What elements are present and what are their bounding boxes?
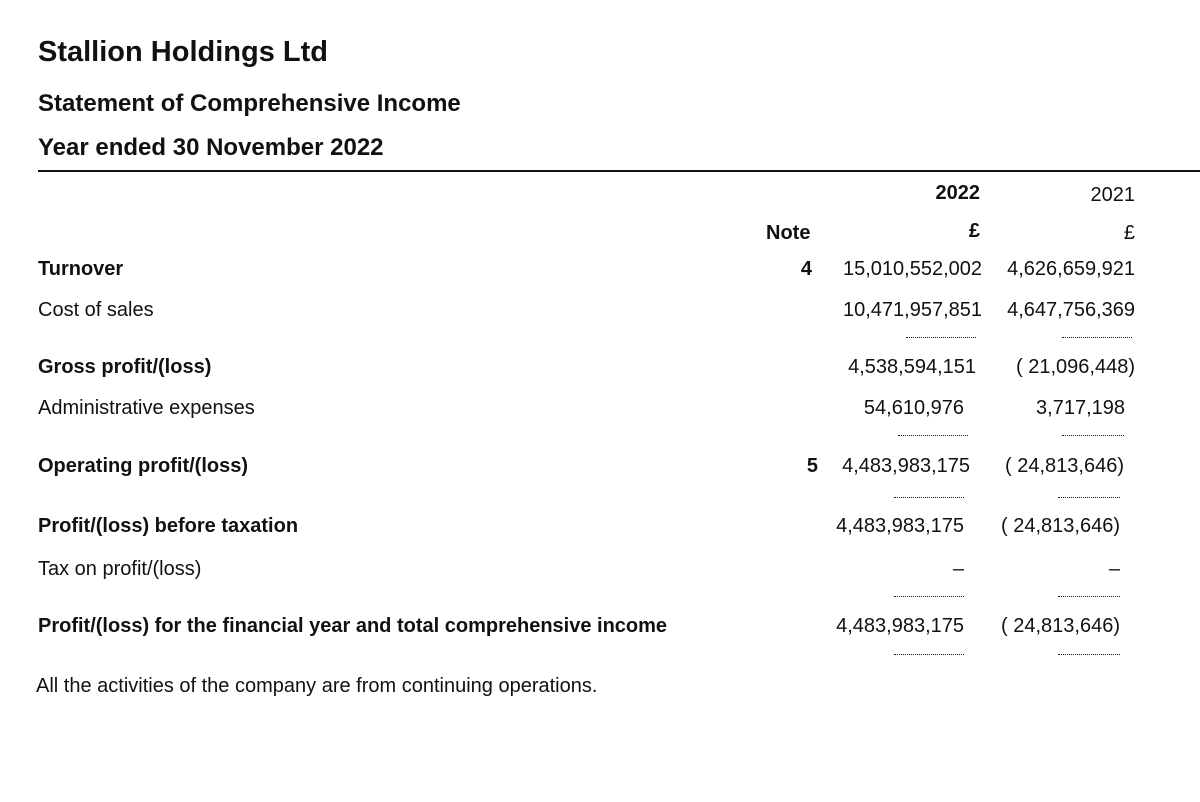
subtotal-rule-prior xyxy=(1062,337,1132,338)
column-year-current: 2022 xyxy=(935,182,980,204)
period-heading: Year ended 30 November 2022 xyxy=(38,134,384,161)
footnote: All the activities of the company are from continuing operations. xyxy=(36,675,598,697)
subtotal-rule-prior xyxy=(1062,435,1124,436)
subtotal-rule-current xyxy=(898,435,968,436)
row-label-profit-for-year: Profit/(loss) for the financial year and total comprehensive income xyxy=(38,615,668,637)
column-currency-prior: £ xyxy=(1123,222,1135,244)
row-label-operating-profit: Operating profit/(loss) xyxy=(38,455,248,477)
row-prior-profit-before-taxation: ( 24,813,646) xyxy=(1001,515,1120,537)
row-current-tax: – xyxy=(952,558,964,580)
row-current-gross-profit: 4,538,594,151 xyxy=(848,356,976,378)
header-rule xyxy=(38,170,1200,172)
column-year-prior: 2021 xyxy=(1090,184,1135,206)
row-current-operating-profit: 4,483,983,175 xyxy=(842,455,970,477)
column-currency-current: £ xyxy=(968,220,980,242)
row-current-cost-of-sales: 10,471,957,851 xyxy=(842,299,982,321)
row-prior-administrative-expenses: 3,717,198 xyxy=(1036,397,1125,419)
row-label-tax: Tax on profit/(loss) xyxy=(38,558,202,580)
company-name: Stallion Holdings Ltd xyxy=(38,36,328,68)
subtotal-rule-current xyxy=(894,497,964,498)
row-label-administrative-expenses: Administrative expenses xyxy=(38,397,255,419)
subtotal-rule-prior xyxy=(1058,497,1120,498)
total-rule-current xyxy=(894,654,964,655)
column-note-header: Note xyxy=(766,222,811,244)
row-prior-turnover: 4,626,659,921 xyxy=(1007,258,1135,280)
row-label-cost-of-sales: Cost of sales xyxy=(38,299,154,321)
row-prior-operating-profit: ( 24,813,646) xyxy=(1005,455,1124,477)
row-prior-cost-of-sales: 4,647,756,369 xyxy=(1007,299,1135,321)
subtotal-rule-prior xyxy=(1058,596,1120,597)
statement-title: Statement of Comprehensive Income xyxy=(38,90,461,117)
row-label-gross-profit: Gross profit/(loss) xyxy=(38,356,212,378)
row-note-turnover: 4 xyxy=(800,258,812,280)
subtotal-rule-current xyxy=(894,596,964,597)
row-current-profit-before-taxation: 4,483,983,175 xyxy=(836,515,964,537)
row-current-administrative-expenses: 54,610,976 xyxy=(863,397,964,419)
subtotal-rule-current xyxy=(906,337,976,338)
row-prior-profit-for-year: ( 24,813,646) xyxy=(1001,615,1120,637)
row-current-profit-for-year: 4,483,983,175 xyxy=(836,615,964,637)
row-prior-gross-profit: ( 21,096,448) xyxy=(1016,356,1135,378)
total-rule-prior xyxy=(1058,654,1120,655)
row-note-operating-profit: 5 xyxy=(806,455,818,477)
row-label-profit-before-taxation: Profit/(loss) before taxation xyxy=(38,515,299,537)
row-label-turnover: Turnover xyxy=(38,258,124,280)
row-current-turnover: 15,010,552,002 xyxy=(842,258,982,280)
row-prior-tax: – xyxy=(1108,558,1120,580)
